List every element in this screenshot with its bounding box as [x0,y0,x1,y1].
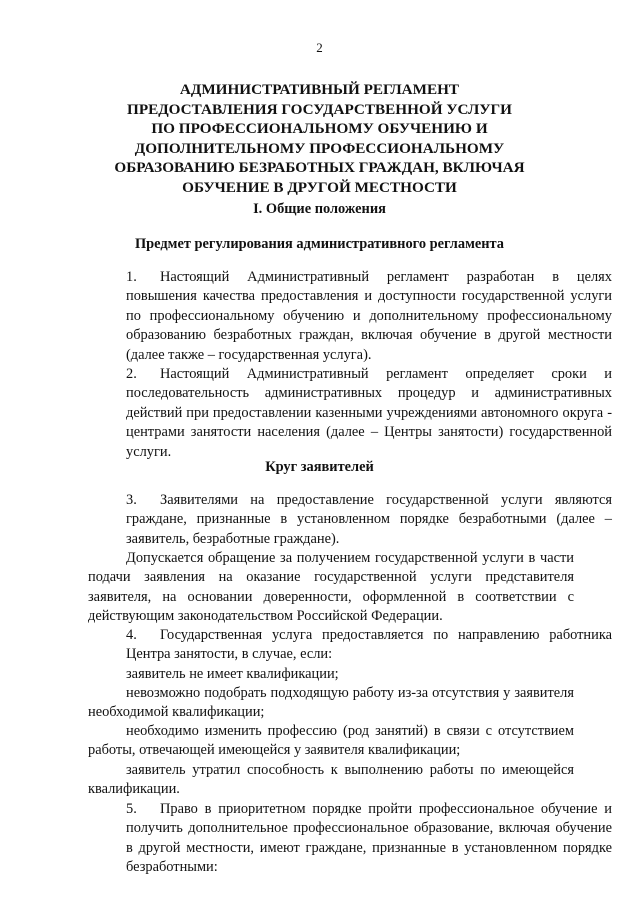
list-item: заявитель утратил способность к выполнению работы по имеющейся квалификации. [88,762,574,798]
paragraph-text: Право в приоритетном порядке пройти профессиональное обучение и получить дополнительное профессиональное образование, включая обучение в другой местности, имеют граждане, признанные в установленном порядке безработными: [126,801,612,876]
paragraph-text: Настоящий Административный регламент разработан в целях повышения качества предоставления и доступности государственной услуги по профессиональному обучению и дополнительному профессиональному образованию безработных граждан, включая обучение в другой местности (далее также – государственная услуга). [126,269,612,363]
paragraph-3-representative: Допускается обращение за получением государственной услуги в части подачи заявления на оказание государственной услуги представителя заявителя, на основании доверенности, оформленной в соответствии с действующим законодательством Российской Федерации. [88,550,574,625]
title-line: ОБРАЗОВАНИЮ БЕЗРАБОТНЫХ ГРАЖДАН, ВКЛЮЧАЯ [114,159,525,177]
title-line: ПО ПРОФЕССИОНАЛЬНОМУ ОБУЧЕНИЮ И [151,120,488,138]
paragraph-text: Государственная услуга предоставляется по направлению работника Центра занятости, в случае, если: [126,627,612,663]
title-line: ДОПОЛНИТЕЛЬНОМУ ПРОФЕССИОНАЛЬНОМУ [134,139,505,157]
paragraph-text: Заявителями на предоставление государственной услуги являются граждане, признанные в установленном порядке безработными (далее – заявитель, безработные граждане). [126,492,612,547]
paragraph-text: Настоящий Административный регламент определяет сроки и последовательность административных процедур и административных действий при предоставлении казенными учреждениями автономного округа - центрами занятости населения (далее – Центры занятости) государственной услуги. [126,366,612,460]
paragraph-number: 4. [126,627,137,643]
list-item: невозможно подобрать подходящую работу из-за отсутствия у заявителя необходимой квалификации; [88,685,574,721]
paragraph-2 [88,365,612,462]
list-item: необходимо изменить профессию (род занятий) в связи с отсутствием работы, отвечающей имеющейся у заявителя квалификации; [88,723,574,759]
title-line: ПРЕДОСТАВЛЕНИЯ ГОСУДАРСТВЕННОЙ УСЛУГИ [127,100,512,118]
title-line: АДМИНИСТРАТИВНЫЙ РЕГЛАМЕНТ [179,81,460,98]
paragraph-4 [88,626,612,665]
paragraph-number: 5. [126,801,137,817]
paragraph-3 [88,491,612,549]
paragraph-5 [88,800,612,878]
paragraph-1 [88,268,612,365]
paragraph-number: 2. [126,366,137,382]
subsection-heading-applicants: Круг заявителей [265,459,374,475]
paragraph-number: 1. [126,269,137,285]
title-line: ОБУЧЕНИЕ В ДРУГОЙ МЕСТНОСТИ [182,178,457,196]
paragraph-number: 3. [126,492,137,508]
document-title [60,80,579,198]
list-item: заявитель не имеет квалификации; [126,666,339,682]
page-number: 2 [316,40,323,55]
section-heading: I. Общие положения [253,201,386,217]
subsection-heading-subject: Предмет регулирования административного регламента [134,236,504,252]
